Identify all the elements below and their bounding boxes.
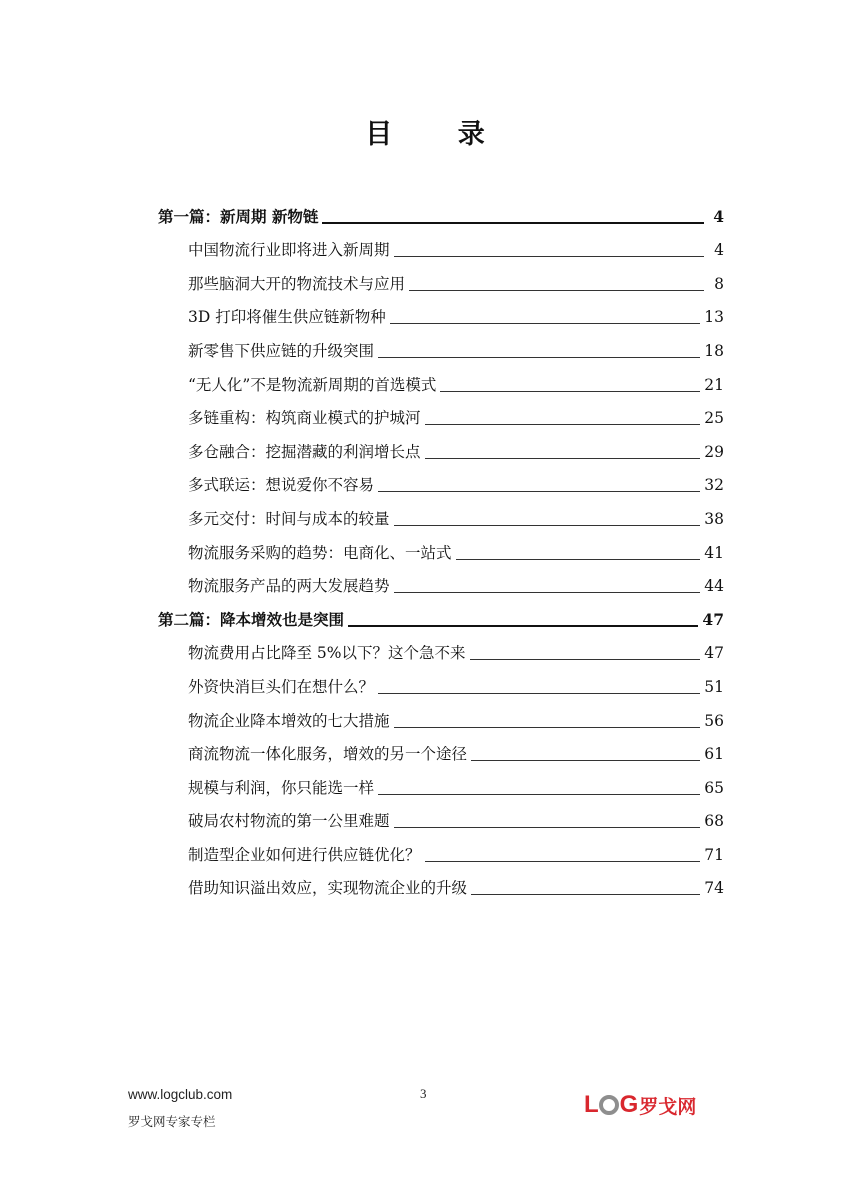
toc-leader-line xyxy=(425,424,701,425)
toc-leader-line xyxy=(440,391,700,392)
toc-chapter-entry[interactable] xyxy=(158,566,724,600)
toc-entry-title: “无人化”不是物流新周期的首选模式 xyxy=(188,375,437,394)
toc-entry-title: 借助知识溢出效应，实现物流企业的升级 xyxy=(188,879,468,898)
toc-entry-page-number: 56 xyxy=(704,711,724,730)
logo-chinese-name: 罗戈网 xyxy=(639,1095,697,1118)
toc-entry-page-number: 21 xyxy=(704,375,724,394)
toc-entry-page-number: 68 xyxy=(704,812,724,831)
toc-leader-line xyxy=(378,357,700,358)
toc-leader-line xyxy=(425,458,701,459)
toc-chapter-entry[interactable] xyxy=(158,297,724,331)
toc-chapter-entry[interactable] xyxy=(158,230,724,264)
toc-entry-title: 第一篇：新周期 新物链 xyxy=(158,206,319,226)
toc-leader-line xyxy=(456,559,701,560)
toc-entry-title: 物流费用占比降至 5%以下？这个急不来 xyxy=(188,644,466,663)
page-number: 3 xyxy=(420,1086,427,1101)
toc-entry-title: 物流服务采购的趋势：电商化、一站式 xyxy=(188,543,452,562)
logo-letter-l: L xyxy=(584,1091,598,1118)
toc-leader-line xyxy=(471,760,700,761)
toc-leader-line xyxy=(322,222,704,224)
toc-entry-page-number: 51 xyxy=(704,677,724,696)
toc-entry-title: 第二篇：降本增效也是突围 xyxy=(158,609,345,629)
toc-chapter-entry[interactable] xyxy=(158,734,724,768)
toc-leader-line xyxy=(471,894,700,895)
toc-entry-title: 中国物流行业即将进入新周期 xyxy=(188,241,390,260)
toc-leader-line xyxy=(378,794,700,795)
toc-chapter-entry[interactable] xyxy=(158,498,724,532)
toc-chapter-entry[interactable] xyxy=(158,767,724,801)
toc-leader-line xyxy=(390,323,701,324)
toc-entry-title: 多元交付：时间与成本的较量 xyxy=(188,509,390,528)
toc-entry-page-number: 25 xyxy=(704,409,724,428)
toc-entry-title: 3D 打印将催生供应链新物种 xyxy=(188,308,386,327)
toc-entry-title: 多仓融合：挖掘潜藏的利润增长点 xyxy=(188,442,421,461)
toc-chapter-entry[interactable] xyxy=(158,633,724,667)
logo-letter-g: G xyxy=(619,1091,638,1118)
toc-chapter-entry[interactable] xyxy=(158,263,724,297)
toc-leader-line xyxy=(348,625,698,627)
toc-entry-page-number: 65 xyxy=(704,778,724,797)
toc-entry-title: 多链重构：构筑商业模式的护城河 xyxy=(188,409,421,428)
toc-leader-line xyxy=(409,290,704,291)
toc-entry-page-number: 18 xyxy=(704,341,724,360)
toc-entry-page-number: 29 xyxy=(704,442,724,461)
toc-entry-title: 规模与利润，你只能选一样 xyxy=(188,778,375,797)
toc-chapter-entry[interactable] xyxy=(158,666,724,700)
toc-entry-page-number: 47 xyxy=(704,644,724,663)
toc-leader-line xyxy=(378,491,700,492)
toc-chapter-entry[interactable] xyxy=(158,431,724,465)
logclub-logo xyxy=(584,1090,696,1120)
toc-entry-title: 物流服务产品的两大发展趋势 xyxy=(188,577,390,596)
toc-entry-page-number: 44 xyxy=(704,577,724,596)
toc-entry-title: 物流企业降本增效的七大措施 xyxy=(188,711,390,730)
toc-entry-title: 那些脑洞大开的物流技术与应用 xyxy=(188,274,406,293)
toc-chapter-entry[interactable] xyxy=(158,398,724,432)
logo-ring-icon xyxy=(599,1095,619,1115)
toc-chapter-entry[interactable] xyxy=(158,465,724,499)
toc-leader-line xyxy=(470,659,701,660)
toc-chapter-entry[interactable] xyxy=(158,364,724,398)
toc-leader-line xyxy=(394,256,704,257)
toc-leader-line xyxy=(394,827,701,828)
toc-entry-page-number: 32 xyxy=(704,476,724,495)
toc-chapter-entry[interactable] xyxy=(158,801,724,835)
footer-website-url: www.logclub.com xyxy=(128,1087,233,1102)
toc-leader-line xyxy=(394,525,701,526)
footer-column-name: 罗戈网专家专栏 xyxy=(128,1114,216,1129)
toc-chapter-entry[interactable] xyxy=(158,868,724,902)
toc-entry-title: 多式联运：想说爱你不容易 xyxy=(188,476,375,495)
toc-entry-title: 破局农村物流的第一公里难题 xyxy=(188,812,390,831)
toc-chapter-entry[interactable] xyxy=(158,532,724,566)
toc-entry-title: 外资快消巨头们在想什么？ xyxy=(188,677,375,696)
toc-chapter-entry[interactable] xyxy=(158,834,724,868)
toc-entry-title: 新零售下供应链的升级突围 xyxy=(188,341,375,360)
toc-entry-page-number: 74 xyxy=(704,879,724,898)
toc-leader-line xyxy=(394,592,701,593)
toc-entry-page-number: 41 xyxy=(704,543,724,562)
toc-entry-page-number: 4 xyxy=(713,206,724,226)
toc-part-entry[interactable] xyxy=(158,599,724,633)
toc-leader-line xyxy=(394,727,701,728)
toc-entry-page-number: 13 xyxy=(704,308,724,327)
toc-entry-page-number: 71 xyxy=(704,845,724,864)
toc-entry-page-number: 38 xyxy=(704,509,724,528)
toc-entry-page-number: 4 xyxy=(714,241,724,260)
toc-part-entry[interactable] xyxy=(158,196,724,230)
toc-chapter-entry[interactable] xyxy=(158,700,724,734)
toc-leader-line xyxy=(425,861,701,862)
toc-entry-page-number: 47 xyxy=(702,609,724,629)
page-title: 目 录 xyxy=(365,119,513,150)
toc-entry-page-number: 8 xyxy=(714,274,724,293)
toc-leader-line xyxy=(378,693,700,694)
toc-entry-page-number: 61 xyxy=(704,745,724,764)
table-of-contents xyxy=(158,196,724,901)
toc-entry-title: 商流物流一体化服务，增效的另一个途径 xyxy=(188,745,468,764)
toc-entry-title: 制造型企业如何进行供应链优化？ xyxy=(188,845,421,864)
logo-mark xyxy=(584,1091,637,1119)
toc-chapter-entry[interactable] xyxy=(158,330,724,364)
